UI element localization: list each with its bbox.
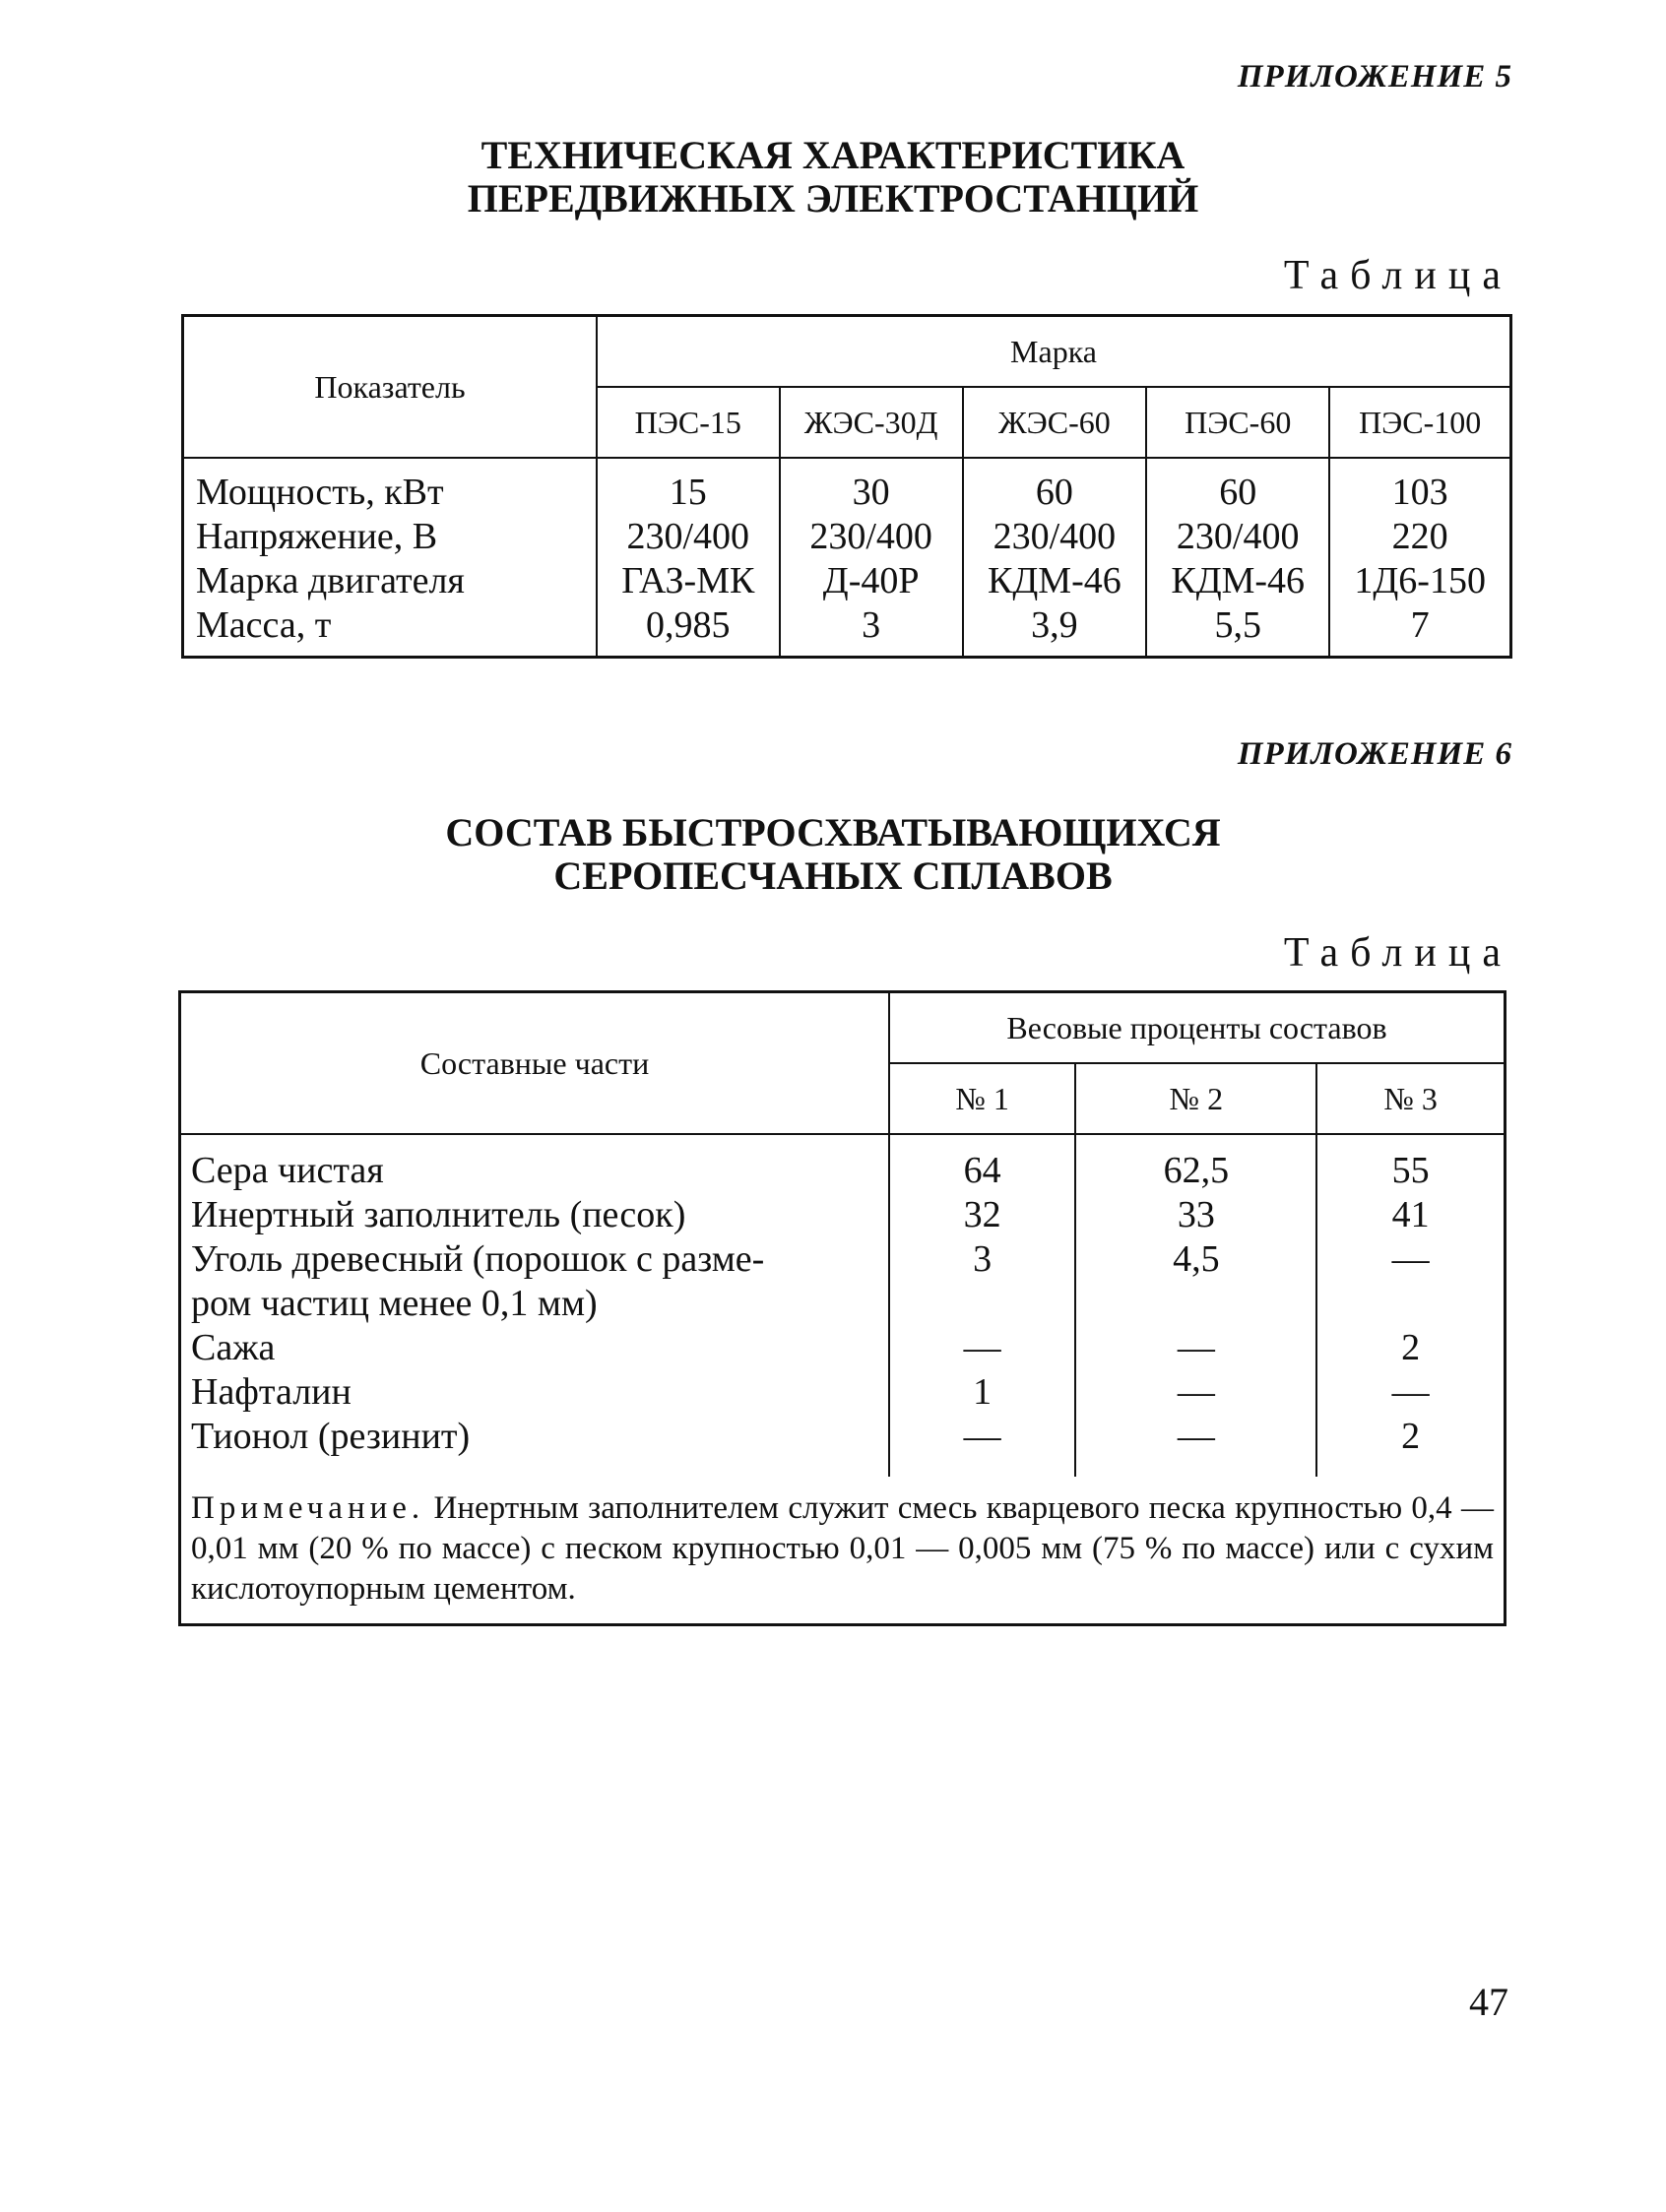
row-label: Масса, т [183, 603, 598, 658]
table-cell: 60 [963, 458, 1146, 515]
table-note [180, 1477, 1506, 1625]
table-cell: 3,9 [963, 603, 1146, 658]
table-cell: Д-40Р [780, 559, 963, 603]
header-brand-group: Марка [597, 316, 1511, 388]
table-row [180, 1134, 1506, 1193]
table-cell: 32 [889, 1193, 1075, 1237]
table-cell: 230/400 [1146, 515, 1329, 559]
column-header: № 3 [1316, 1063, 1505, 1134]
table-1-label: Таблица [1283, 253, 1512, 298]
row-label: Мощность, кВт [183, 458, 598, 515]
row-label: Нафталин [180, 1370, 890, 1415]
table-cell: — [1075, 1326, 1316, 1370]
table-cell: 230/400 [780, 515, 963, 559]
table-row [180, 1326, 1506, 1370]
table-cell: 3 [889, 1237, 1075, 1282]
table-row [180, 1370, 1506, 1415]
table-cell: — [1075, 1370, 1316, 1415]
table-row [180, 1282, 1506, 1326]
row-label: ром частиц менее 0,1 мм) [180, 1282, 890, 1326]
column-header: ЖЭС-60 [963, 387, 1146, 458]
table-cell: 30 [780, 458, 963, 515]
row-label: Тионол (резинит) [180, 1415, 890, 1477]
appendix-6-title [0, 811, 1666, 898]
column-header: ПЭС-15 [597, 387, 780, 458]
appendix-5-title [0, 134, 1666, 221]
column-header: ЖЭС-30Д [780, 387, 963, 458]
power-stations-table [181, 314, 1512, 659]
table-cell: 60 [1146, 458, 1329, 515]
table-cell: 1Д6-150 [1329, 559, 1510, 603]
table-cell: 220 [1329, 515, 1510, 559]
table-cell [1316, 1282, 1505, 1326]
table-cell: 103 [1329, 458, 1510, 515]
table-cell: — [1075, 1415, 1316, 1477]
column-header: ПЭС-60 [1146, 387, 1329, 458]
table-cell: 41 [1316, 1193, 1505, 1237]
appendix-5-title-line1: ТЕХНИЧЕСКАЯ ХАРАКТЕРИСТИКА [481, 133, 1185, 177]
table-cell [889, 1282, 1075, 1326]
table-row [180, 1193, 1506, 1237]
row-label: Напряжение, В [183, 515, 598, 559]
table-cell: КДМ-46 [1146, 559, 1329, 603]
row-label: Сажа [180, 1326, 890, 1370]
table-row [183, 559, 1511, 603]
table-cell: 64 [889, 1134, 1075, 1193]
table-cell: 5,5 [1146, 603, 1329, 658]
row-label: Марка двигателя [183, 559, 598, 603]
table-cell: 55 [1316, 1134, 1505, 1193]
table-cell: — [889, 1415, 1075, 1477]
table-cell: 1 [889, 1370, 1075, 1415]
table-cell: 230/400 [597, 515, 780, 559]
table-cell: — [1316, 1237, 1505, 1282]
table-cell: 7 [1329, 603, 1510, 658]
table-cell: 33 [1075, 1193, 1316, 1237]
note-text: Инертным заполнителем служит смесь кварцевого песка крупностью 0,4 — 0,01 мм (20 % по массе) с песком крупностью 0,01 — 0,005 мм (75 % по массе) или с сухим кислотоупорным цементом. [191, 1490, 1495, 1607]
row-label: Сера чистая [180, 1134, 890, 1193]
table-cell: 230/400 [963, 515, 1146, 559]
table-row [180, 1237, 1506, 1282]
table-cell: ГАЗ-МК [597, 559, 780, 603]
table-cell: КДМ-46 [963, 559, 1146, 603]
table-cell: 3 [780, 603, 963, 658]
table-cell: 2 [1316, 1326, 1505, 1370]
table-cell [1075, 1282, 1316, 1326]
table-cell: 15 [597, 458, 780, 515]
header-weight-group: Весовые проценты составов [889, 992, 1506, 1064]
appendix-6-title-line2: СЕРОПЕСЧАНЫХ СПЛАВОВ [553, 853, 1113, 898]
table-row [180, 1415, 1506, 1477]
table-cell: 2 [1316, 1415, 1505, 1477]
table-cell: 4,5 [1075, 1237, 1316, 1282]
table-note-row [180, 1477, 1506, 1625]
note-label: Примечание. [191, 1490, 425, 1526]
header-indicator: Показатель [183, 316, 598, 459]
table-cell: — [1316, 1370, 1505, 1415]
table-row [183, 603, 1511, 658]
row-label: Уголь древесный (порошок с разме- [180, 1237, 890, 1282]
table-row [183, 515, 1511, 559]
row-label: Инертный заполнитель (песок) [180, 1193, 890, 1237]
table-2-label: Таблица [1283, 930, 1512, 976]
table-cell: — [889, 1326, 1075, 1370]
table-row [183, 458, 1511, 515]
page-number: 47 [1469, 1980, 1508, 2024]
column-header: ПЭС-100 [1329, 387, 1510, 458]
alloys-table [178, 990, 1506, 1626]
column-header: № 2 [1075, 1063, 1316, 1134]
table-cell: 62,5 [1075, 1134, 1316, 1193]
table-cell: 0,985 [597, 603, 780, 658]
appendix-6-label: ПРИЛОЖЕНИЕ 6 [1237, 736, 1512, 772]
appendix-5-label: ПРИЛОЖЕНИЕ 5 [1237, 59, 1512, 95]
header-parts: Составные части [180, 992, 890, 1135]
appendix-6-title-line1: СОСТАВ БЫСТРОСХВАТЫВАЮЩИХСЯ [445, 810, 1221, 854]
appendix-5-title-line2: ПЕРЕДВИЖНЫХ ЭЛЕКТРОСТАНЦИЙ [467, 176, 1199, 221]
column-header: № 1 [889, 1063, 1075, 1134]
